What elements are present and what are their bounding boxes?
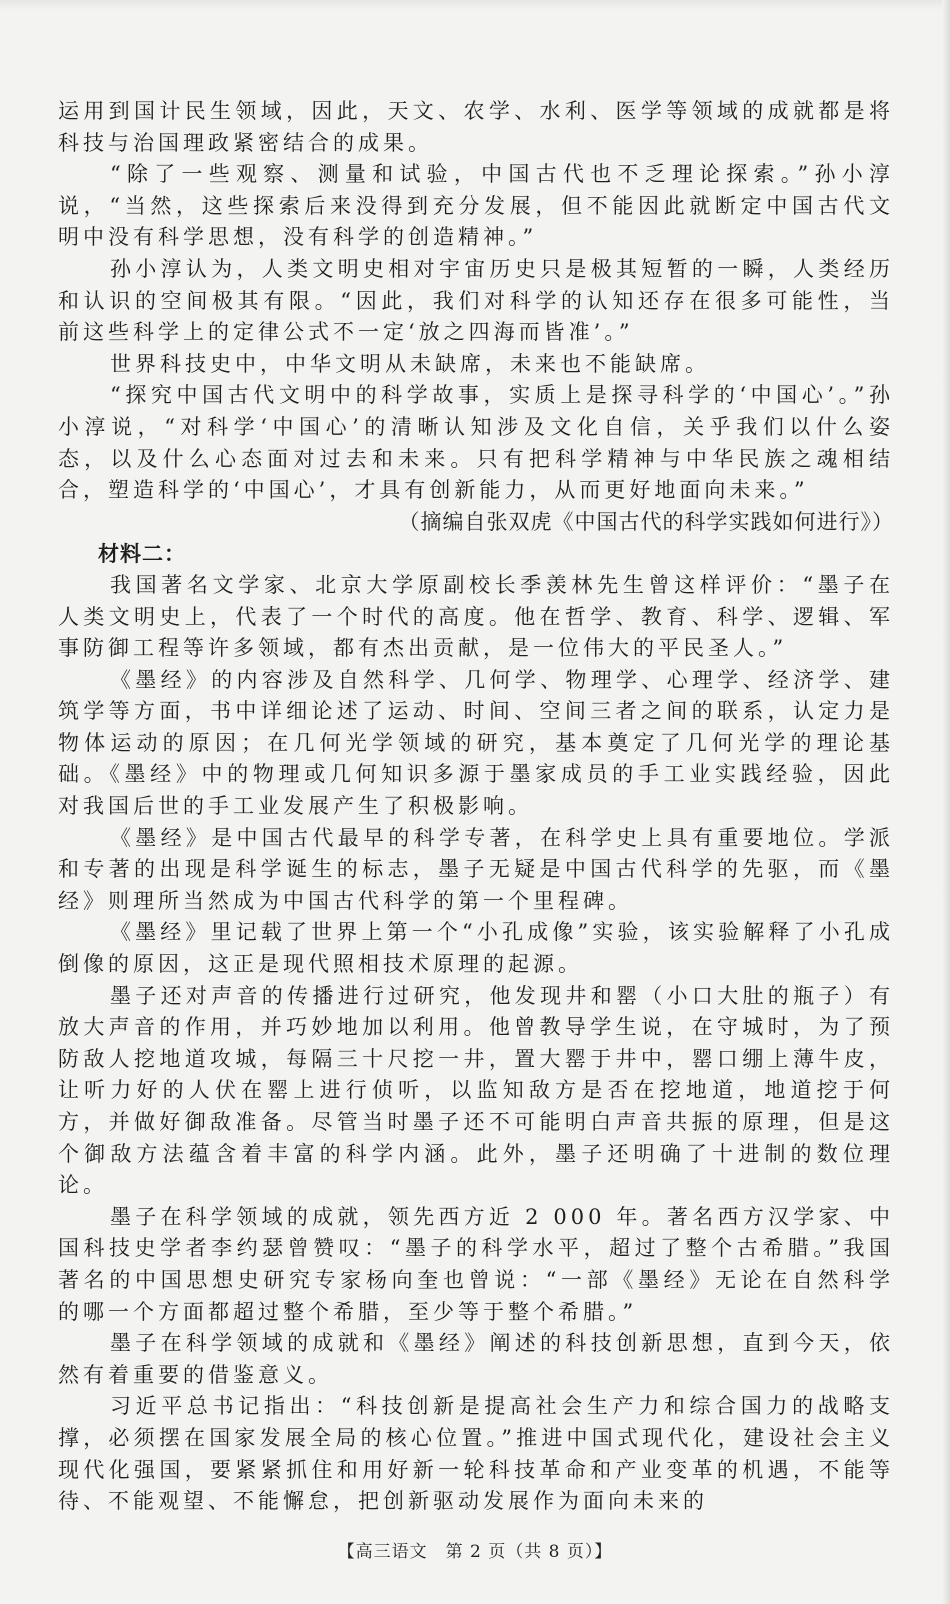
paragraph: 墨子在科学领域的成就，领先西方近 2 000 年。著名西方汉学家、中国科技史学者李约瑟曾赞叹：“墨子的科学水平，超过了整个古希腊。”我国著名的中国思想史研究专家杨向奎也曾说：“一部《墨经》无论在自然科学的哪一个方面都超过整个希腊，至少等于整个希腊。” — [58, 1204, 894, 1324]
paragraph: 墨子在科学领域的成就和《墨经》阐述的科技创新思想，直到今天，依然有着重要的借鉴意义。 — [58, 1331, 894, 1387]
paragraph: 墨子还对声音的传播进行过研究，他发现井和罂（小口大肚的瓶子）有放大声音的作用，并巧妙地加以利用。他曾教导学生说，在守城时，为了预防敌人挖地道攻城，每隔三十尺挖一井，置大罂于井中，罂口绷上薄牛皮，让听力好的人伏在罂上进行侦听，以监知敌方是否在挖地道，地道挖于何方，并做好御敌准备。尽管当时墨子还不可能明白声音共振的原理，但是这个御敌方法蕴含着丰富的科学内涵。此外，墨子还明确了十进制的数位理论。 — [58, 983, 894, 1198]
paragraph: 运用到国计民生领域，因此，天文、农学、水利、医学等领域的成就都是将科技与治国理政紧密结合的成果。 — [58, 99, 894, 155]
scan-top-edge — [0, 0, 950, 10]
paragraph: 习近平总书记指出：“科技创新是提高社会生产力和综合国力的战略支撑，必须摆在国家发展全局的核心位置。”推进中国式现代化，建设社会主义现代化强国，要紧紧抓住和用好新一轮科技革命和产业变革的机遇，不能等待、不能观望、不能懈怠，把创新驱动发展作为面向未来的 — [58, 1394, 894, 1514]
paragraph: 我国著名文学家、北京大学原副校长季羡林先生曾这样评价：“墨子在人类文明史上，代表了一个时代的高度。他在哲学、教育、科学、逻辑、军事防御工程等许多领域，都有杰出贡献，是一位伟大的平民圣人。” — [58, 572, 894, 661]
paragraph: 世界科技史中，中华文明从未缺席，未来也不能缺席。 — [110, 351, 710, 376]
document-page — [58, 96, 894, 1518]
paragraph: 《墨经》是中国古代最早的科学专著，在科学史上具有重要地位。学派和专著的出现是科学诞生的标志，墨子无疑是中国古代科学的先驱，而《墨经》则理所当然成为中国古代科学的第一个里程碑。 — [58, 825, 894, 913]
paragraph: 《墨经》的内容涉及自然科学、几何学、物理学、心理学、经济学、建筑学等方面，书中详细论述了运动、时间、空间三者之间的联系，认定力是物体运动的原因；在几何光学领域的研究，基本奠定了几何光学的理论基础。《墨经》中的物理或几何知识多源于墨家成员的手工业实践经验，因此对我国后世的手工业发展产生了积极影响。 — [58, 667, 894, 819]
paragraph: “探究中国古代文明中的科学故事，实质上是探寻科学的‘中国心’。”孙小淳说，“对科学‘中国心’的清晰认知涉及文化自信，关乎我们以什么姿态，以及什么心态面对过去和未来。只有把科学精神与中华民族之魂相结合，塑造科学的‘中国心’，才具有创新能力，从而更好地面向未来。” — [58, 383, 894, 503]
paragraph: “除了一些观察、测量和试验，中国古代也不乏理论探索。”孙小淳说，“当然，这些探索后来没得到充分发展，但不能因此就断定中国古代文明中没有科学思想，没有科学的创造精神。” — [58, 162, 894, 250]
scan-right-edge — [942, 0, 950, 1604]
paragraph: 孙小淳认为，人类文明史相对宇宙历史只是极其短暂的一瞬，人类经历和认识的空间极其有限。“因此，我们对科学的认知还存在很多可能性，当前这些科学上的定律公式不一定‘放之四海而皆准’。” — [58, 256, 894, 345]
page-footer: 【高三语文 第 2 页（共 8 页）】 — [337, 1541, 613, 1562]
paragraph: 《墨经》里记载了世界上第一个“小孔成像”实验，该实验解释了小孔成倒像的原因，这正是现代照相技术原理的起源。 — [58, 920, 894, 977]
material-two-heading: 材料二： — [98, 541, 186, 567]
source-citation: （摘编自张双虎《中国古代的科学实践如何进行》） — [398, 509, 894, 534]
